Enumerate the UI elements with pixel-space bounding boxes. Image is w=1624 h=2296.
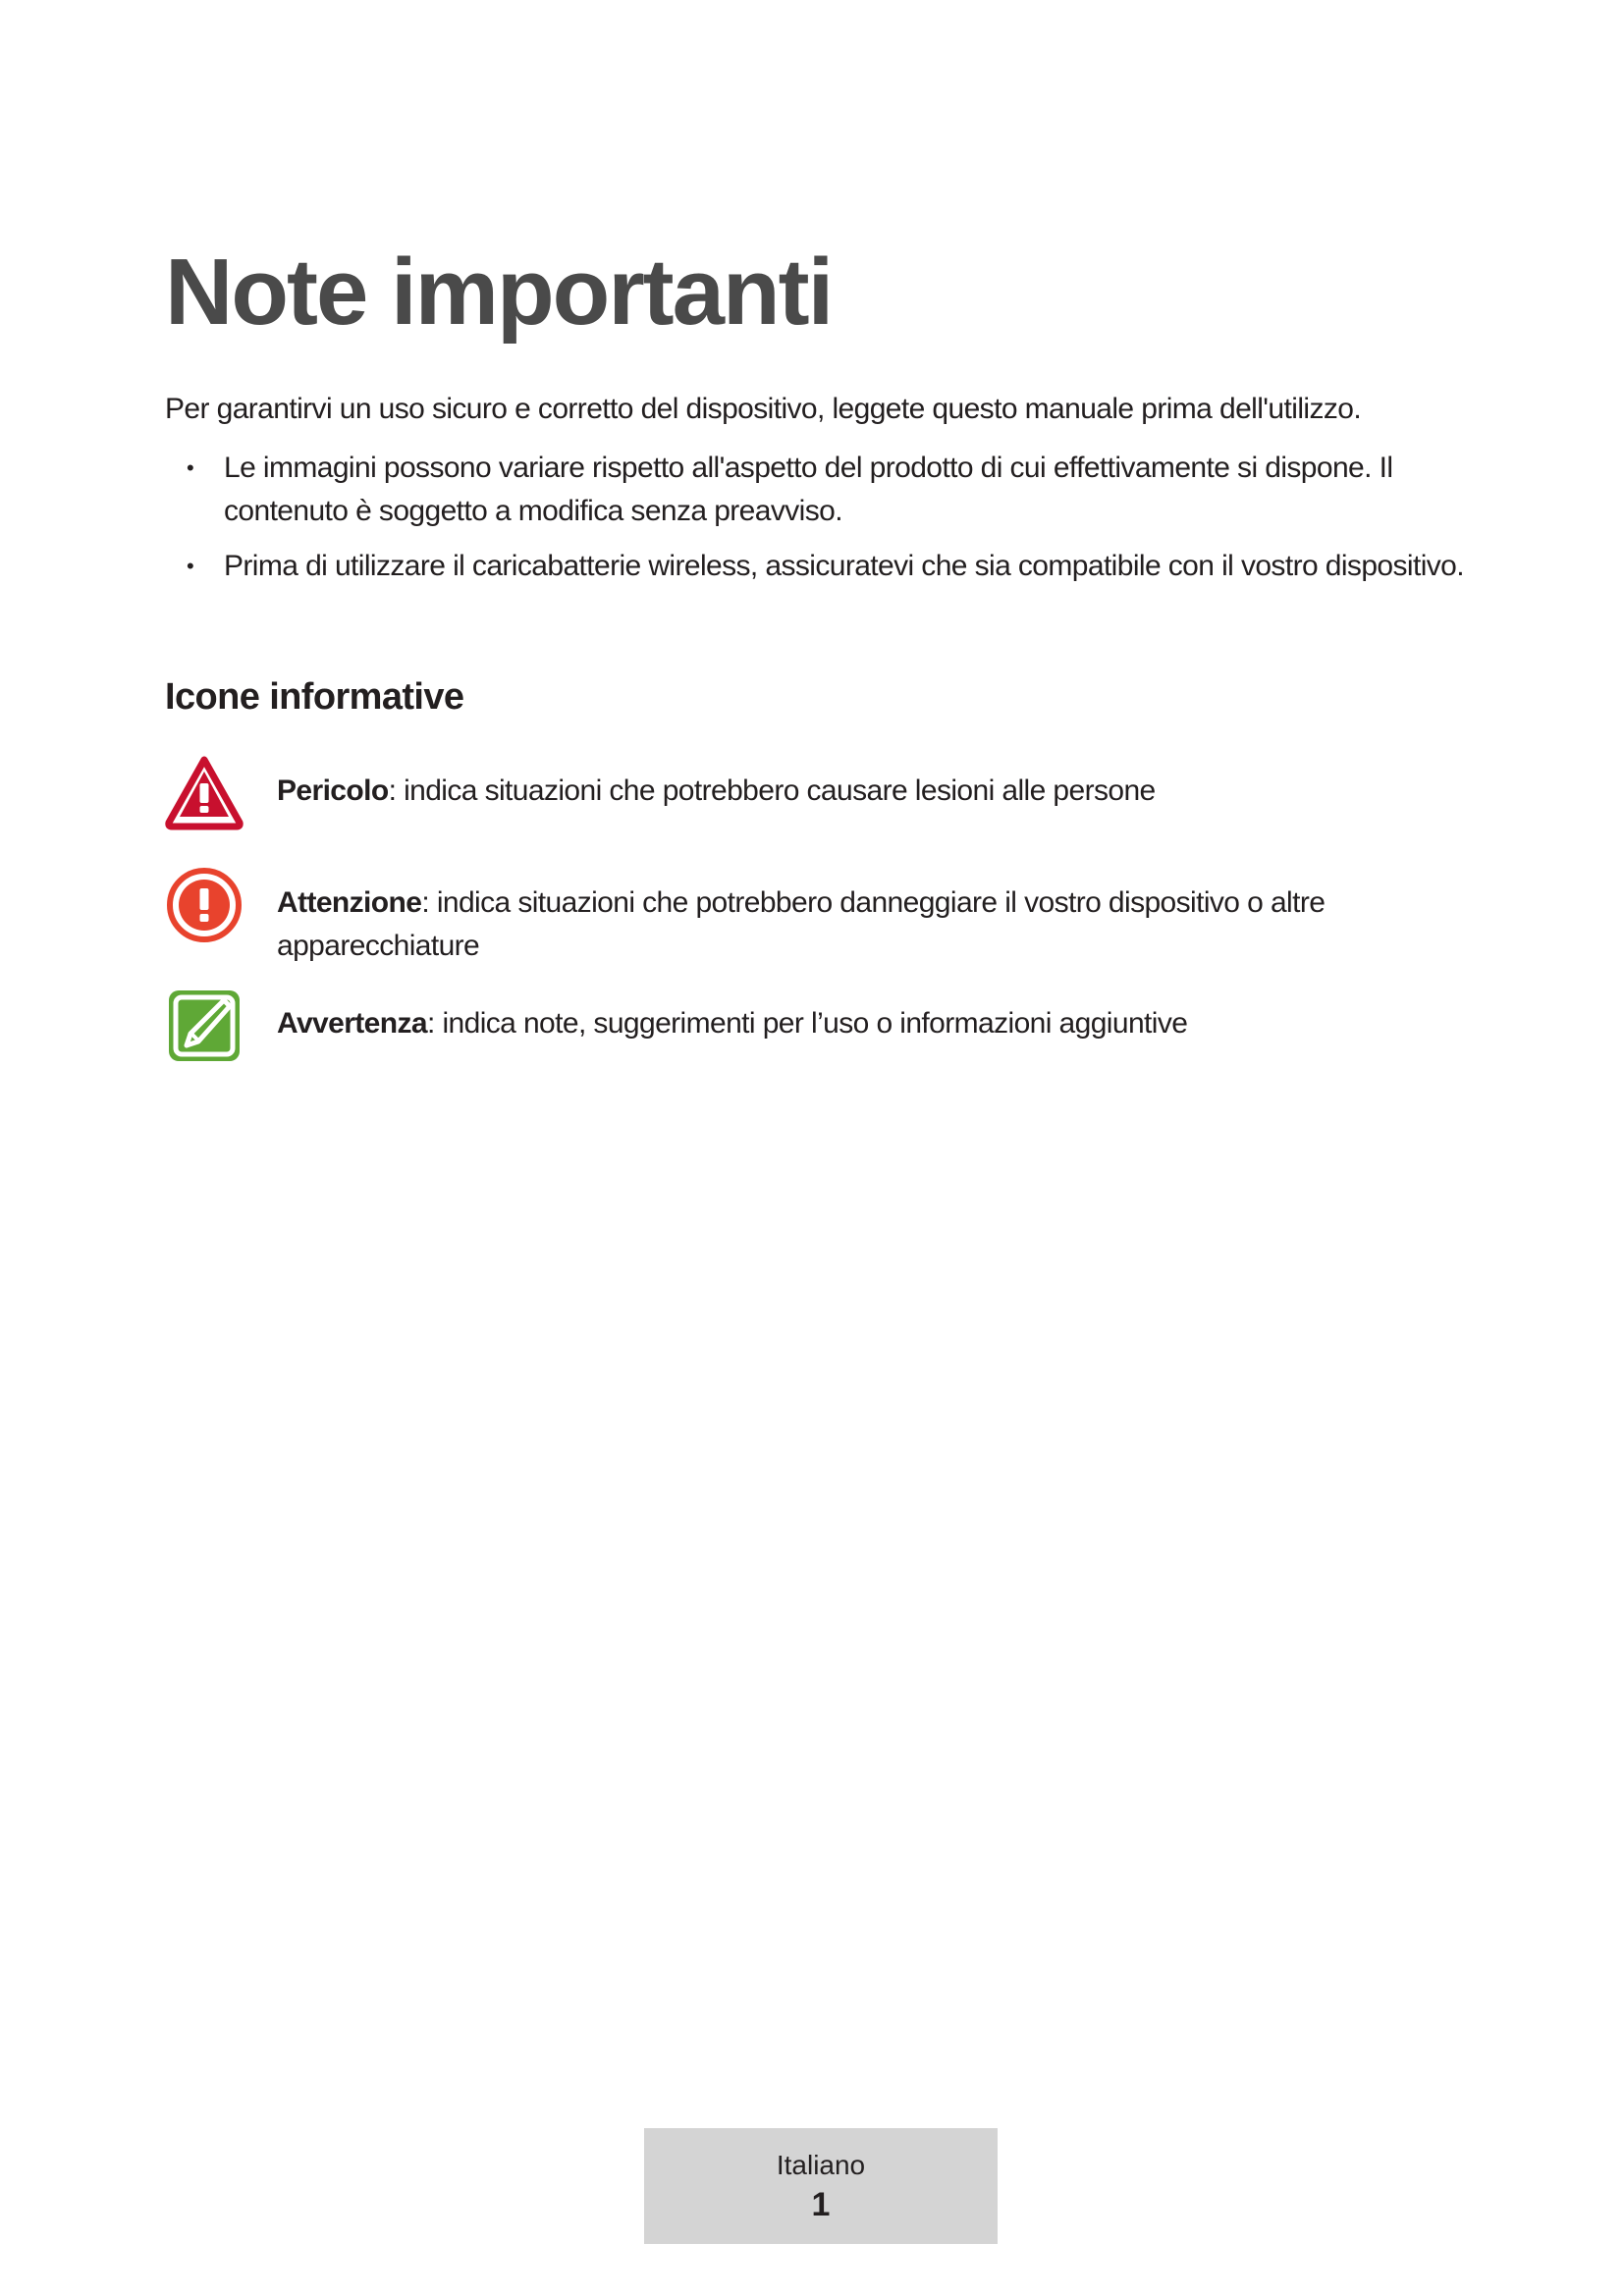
info-description: indica situazioni che potrebbero danneggiare il vostro dispositivo o altre apparecchiature [277, 886, 1326, 962]
section-heading: Icone informative [165, 676, 464, 718]
info-description: indica situazioni che potrebbero causare lesioni alle persone [396, 774, 1156, 807]
caution-circle-icon [165, 866, 244, 944]
page-title: Note importanti [165, 240, 833, 345]
info-term: Attenzione [277, 886, 422, 919]
info-row-danger [165, 754, 1481, 832]
bullet-list [165, 447, 1481, 600]
intro-paragraph: Per garantirvi un uso sicuro e corretto del dispositivo, leggete questo manuale prima dell'utilizzo. [165, 393, 1362, 425]
bullet-text: Prima di utilizzare il caricabatterie wireless, assicuratevi che sia compatibile con il vostro dispositivo. [224, 550, 1464, 582]
info-separator: : [421, 886, 430, 919]
info-separator: : [426, 1007, 435, 1040]
info-separator: : [388, 774, 397, 807]
danger-triangle-icon [165, 754, 244, 832]
info-row-caution [165, 866, 1481, 968]
info-term: Avvertenza [277, 1007, 427, 1040]
bullet-dot-icon: • [187, 455, 194, 480]
info-row-text [277, 866, 1475, 968]
footer-language: Italiano [776, 2150, 866, 2180]
page-footer [644, 2128, 998, 2244]
bullet-text: Le immagini possono variare rispetto all'aspetto del prodotto di cui effettivamente si dispone. Il contenuto è soggetto a modifica senza preavviso. [224, 452, 1393, 527]
note-pen-icon [165, 987, 244, 1065]
info-row-text [277, 987, 1475, 1045]
info-term: Pericolo [277, 774, 389, 807]
info-description: indica note, suggerimenti per l’uso o informazioni aggiuntive [434, 1007, 1188, 1040]
bullet-item [165, 545, 1481, 588]
info-row-text [277, 754, 1475, 813]
bullet-dot-icon: • [187, 554, 194, 578]
bullet-item [165, 447, 1481, 533]
page-number: 1 [811, 2186, 831, 2223]
info-row-note [165, 987, 1481, 1065]
